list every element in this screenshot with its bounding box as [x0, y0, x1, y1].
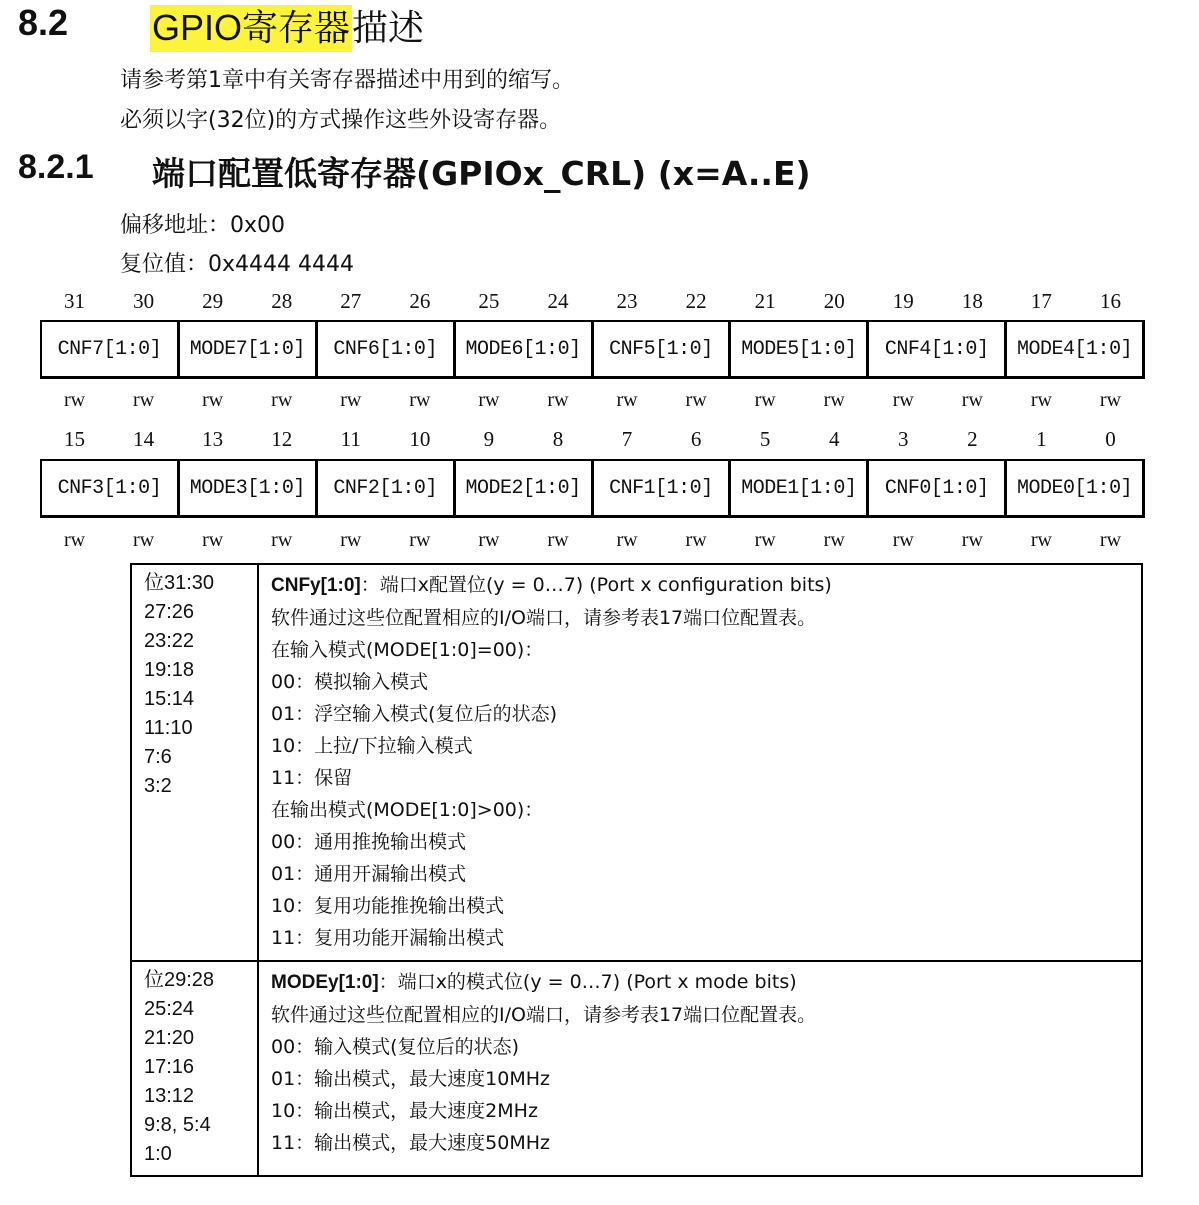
- access-label: rw: [340, 389, 362, 411]
- offset-address: 偏移地址：0x00: [120, 213, 286, 238]
- bit-number: 0: [1105, 427, 1116, 451]
- bit-number: 12: [271, 427, 293, 451]
- bit-range: 位29:28: [144, 969, 215, 991]
- register-field: CNF0[1:0]: [869, 461, 1007, 515]
- bit-range: 3:2: [144, 775, 172, 797]
- description-line: 10：复用功能推挽输出模式: [271, 895, 505, 917]
- access-label: rw: [271, 529, 293, 551]
- access-label: rw: [961, 389, 983, 411]
- access-label: rw: [409, 389, 431, 411]
- access-label: rw: [547, 389, 569, 411]
- bit-number: 26: [409, 289, 431, 313]
- bit-number: 1: [1036, 427, 1047, 451]
- description-line: 00：输入模式(复位后的状态): [271, 1036, 520, 1058]
- section-title: [150, 0, 424, 51]
- bit-range: 25:24: [144, 998, 195, 1020]
- bit-range: 15:14: [144, 688, 195, 710]
- access-label: rw: [133, 389, 155, 411]
- description-line: 01：输出模式，最大速度10MHz: [271, 1068, 551, 1090]
- register-field: CNF4[1:0]: [869, 322, 1007, 376]
- field-name: MODEy[1:0]: [271, 972, 379, 993]
- access-label: rw: [616, 389, 638, 411]
- description-line: 软件通过这些位配置相应的I/O端口，请参考表17端口位配置表。: [271, 1004, 817, 1026]
- bit-number: 24: [547, 289, 569, 313]
- bit-number: 31: [64, 289, 86, 313]
- register-field: MODE6[1:0]: [456, 322, 594, 376]
- bit-number: 27: [340, 289, 362, 313]
- bit-number: 11: [340, 427, 361, 451]
- register-field: MODE2[1:0]: [456, 461, 594, 515]
- bit-number: 10: [409, 427, 431, 451]
- field-name: CNFy[1:0]: [271, 575, 361, 596]
- access-label: rw: [961, 529, 983, 551]
- bit-range: 13:12: [144, 1085, 195, 1107]
- description-line: 软件通过这些位配置相应的I/O端口，请参考表17端口位配置表。: [271, 607, 817, 629]
- access-label: rw: [63, 389, 86, 411]
- register-field: MODE5[1:0]: [731, 322, 869, 376]
- bit-range: 19:18: [144, 659, 195, 681]
- bit-number: 8: [552, 427, 564, 451]
- bit-number: 30: [133, 289, 155, 313]
- bit-range: 1:0: [144, 1143, 172, 1165]
- description-cell: [258, 564, 1142, 961]
- bit-number: 5: [759, 427, 771, 451]
- access-label: rw: [1030, 529, 1052, 551]
- bit-number: 15: [64, 427, 86, 451]
- section-number: 8.2: [18, 2, 69, 43]
- reset-value: 复位值：0x4444 4444: [120, 252, 354, 277]
- description-line: 在输入模式(MODE[1:0]=00)：: [271, 639, 544, 661]
- access-label: rw: [1099, 389, 1122, 411]
- lower-access-row: [40, 529, 1145, 552]
- access-label: rw: [685, 529, 707, 551]
- access-label: rw: [63, 529, 86, 551]
- description-line: 10：上拉/下拉输入模式: [271, 735, 473, 757]
- bit-number: 2: [967, 427, 978, 451]
- access-label: rw: [685, 389, 707, 411]
- bit-range: 位31:30: [144, 572, 215, 594]
- lower-bit-numbers: [40, 427, 1145, 452]
- access-label: rw: [478, 529, 500, 551]
- bit-number: 18: [961, 289, 983, 313]
- bit-number: 9: [483, 427, 495, 451]
- access-label: rw: [1030, 389, 1052, 411]
- register-field: CNF3[1:0]: [42, 461, 180, 515]
- access-label: rw: [202, 389, 224, 411]
- bit-range: 27:26: [144, 601, 195, 623]
- field-description-table: [130, 563, 1143, 1177]
- bit-number: 28: [271, 289, 293, 313]
- register-field: MODE3[1:0]: [180, 461, 318, 515]
- register-field: MODE7[1:0]: [180, 322, 318, 376]
- bit-number: 14: [133, 427, 155, 451]
- field-summary: ：端口x的模式位(y = 0…7) (Port x mode bits): [378, 971, 797, 993]
- bit-number: 22: [685, 289, 707, 313]
- field-heading: [271, 569, 1129, 602]
- description-line: 01：浮空输入模式(复位后的状态): [271, 703, 558, 725]
- bit-number: 17: [1030, 289, 1052, 313]
- access-label: rw: [823, 389, 845, 411]
- access-label: rw: [340, 529, 362, 551]
- register-field: CNF7[1:0]: [42, 322, 180, 376]
- access-label: rw: [547, 529, 569, 551]
- description-line: 在输出模式(MODE[1:0]>00)：: [271, 799, 544, 821]
- access-label: rw: [271, 389, 293, 411]
- bit-range: 21:20: [144, 1027, 195, 1049]
- bit-range-cell: [131, 564, 258, 961]
- table-row: [131, 564, 1142, 961]
- register-field: CNF6[1:0]: [318, 322, 456, 376]
- access-label: rw: [1099, 529, 1122, 551]
- upper-access-row: [40, 389, 1145, 412]
- description-line: 11：输出模式，最大速度50MHz: [271, 1132, 551, 1154]
- bit-number: 25: [478, 289, 500, 313]
- section-title-highlight: GPIO寄存器: [150, 5, 352, 52]
- register-field: CNF5[1:0]: [594, 322, 732, 376]
- bit-number: 20: [823, 289, 845, 313]
- description-line: 00：模拟输入模式: [271, 671, 429, 693]
- bit-range: 7:6: [144, 746, 172, 768]
- register-field: MODE0[1:0]: [1017, 476, 1133, 500]
- field-summary: ：端口x配置位(y = 0…7) (Port x configuration bits): [360, 574, 832, 596]
- bit-range-cell: [131, 961, 258, 1176]
- intro-line-2: 必须以字(32位)的方式操作这些外设寄存器。: [120, 108, 562, 133]
- register-field: CNF2[1:0]: [318, 461, 456, 515]
- bit-number: 13: [202, 427, 224, 451]
- access-label: rw: [133, 529, 155, 551]
- bit-number: 6: [690, 427, 702, 451]
- description-line: 11：复用功能开漏输出模式: [271, 927, 505, 949]
- bit-range: 17:16: [144, 1056, 195, 1078]
- field-heading: [271, 966, 1129, 999]
- access-label: rw: [202, 529, 224, 551]
- register-field: MODE1[1:0]: [731, 461, 869, 515]
- bit-number: 29: [202, 289, 224, 313]
- access-label: rw: [616, 529, 638, 551]
- access-label: rw: [823, 529, 845, 551]
- bit-number: 3: [898, 427, 909, 451]
- section-title-rest: 描述: [352, 8, 425, 49]
- access-label: rw: [478, 389, 500, 411]
- bit-range: 9:8, 5:4: [144, 1114, 211, 1136]
- bit-number: 16: [1099, 289, 1121, 313]
- access-label: rw: [409, 529, 431, 551]
- access-label: rw: [754, 529, 776, 551]
- bit-number: 19: [892, 289, 914, 313]
- description-line: 10：输出模式，最大速度2MHz: [271, 1100, 538, 1122]
- access-label: rw: [892, 529, 914, 551]
- bit-number: 23: [616, 289, 638, 313]
- bit-number: 21: [754, 289, 776, 313]
- subsection-number: 8.2.1: [18, 148, 94, 186]
- intro-line-1: 请参考第1章中有关寄存器描述中用到的缩写。: [120, 68, 574, 93]
- description-line: 01：通用开漏输出模式: [271, 863, 467, 885]
- access-label: rw: [754, 389, 776, 411]
- table-row: [131, 961, 1142, 1176]
- bit-range: 23:22: [144, 630, 195, 652]
- register-lower-fields: [40, 459, 1145, 518]
- register-field: MODE4[1:0]: [1017, 337, 1133, 361]
- description-cell: [258, 961, 1142, 1176]
- register-field: CNF1[1:0]: [594, 461, 732, 515]
- subsection-title: 端口配置低寄存器(GPIOx_CRL) (x=A..E): [152, 154, 811, 193]
- description-line: 11：保留: [271, 767, 353, 789]
- upper-bit-numbers: [40, 289, 1145, 314]
- access-label: rw: [892, 389, 914, 411]
- bit-number: 4: [828, 427, 840, 451]
- register-upper-fields: [40, 320, 1145, 379]
- bit-number: 7: [621, 427, 633, 451]
- bit-range: 11:10: [144, 717, 193, 739]
- description-line: 00：通用推挽输出模式: [271, 831, 467, 853]
